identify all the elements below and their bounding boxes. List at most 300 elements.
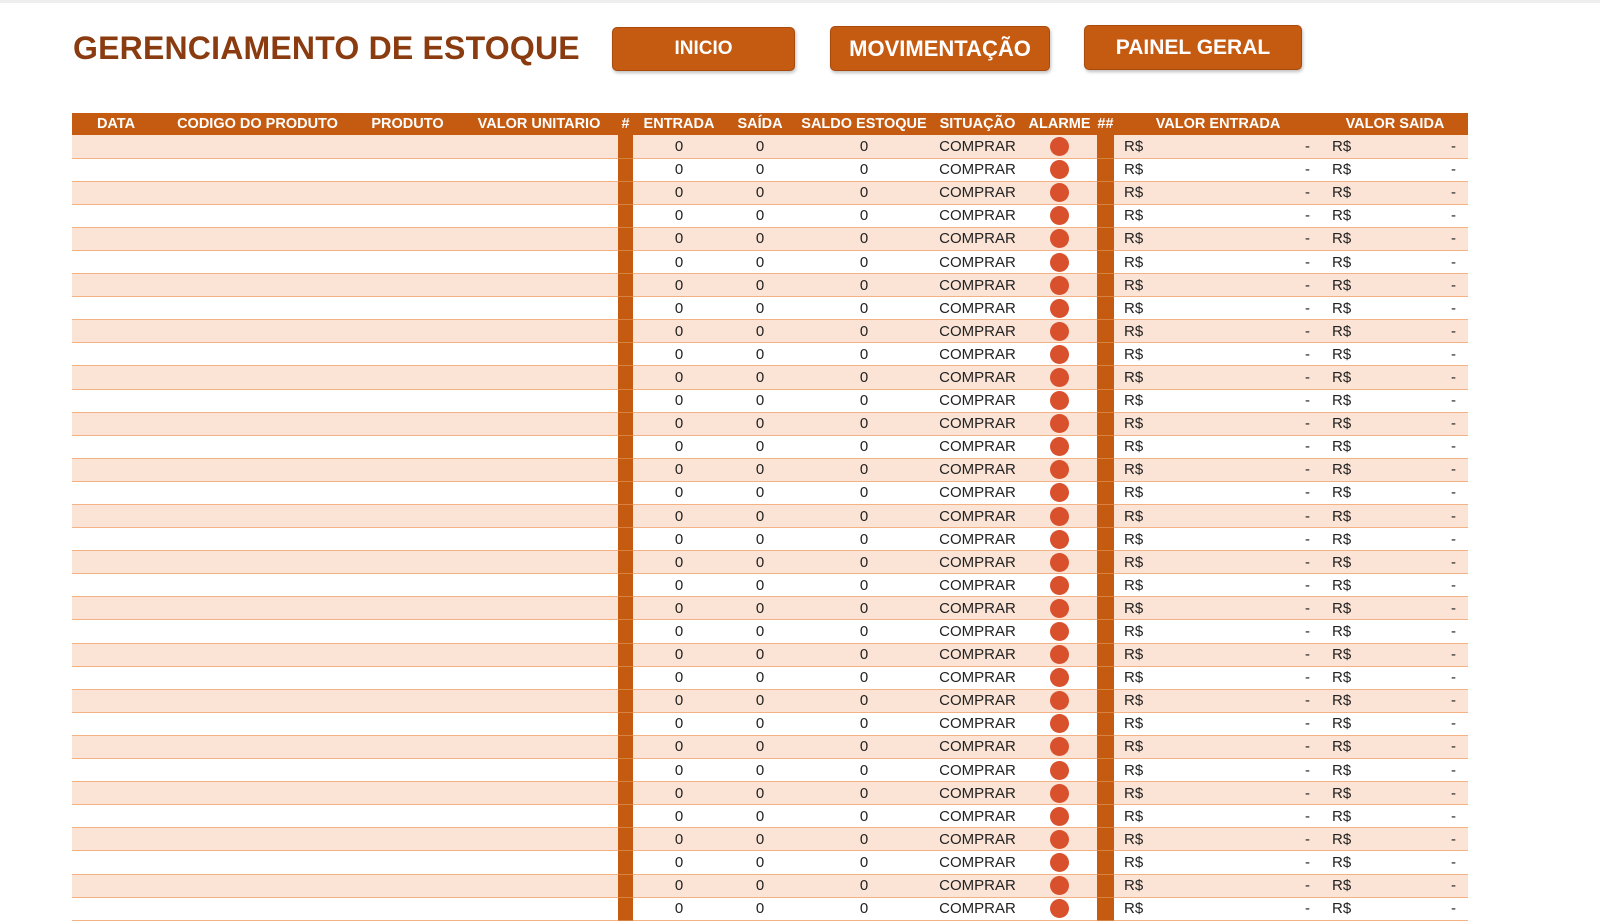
cell-situacao[interactable]: COMPRAR: [933, 389, 1022, 412]
cell-produto[interactable]: [355, 735, 460, 758]
cell-valor-unitario[interactable]: [460, 712, 618, 735]
cell-valor-entrada[interactable]: [1114, 828, 1322, 851]
cell-alarme[interactable]: [1022, 574, 1097, 597]
cell-produto[interactable]: [355, 897, 460, 920]
cell-codigo[interactable]: [160, 551, 355, 574]
cell-saldo[interactable]: 0: [795, 551, 933, 574]
cell-alarme[interactable]: [1022, 528, 1097, 551]
cell-codigo[interactable]: [160, 805, 355, 828]
cell-data[interactable]: [72, 689, 160, 712]
cell-saida[interactable]: 0: [725, 458, 795, 481]
cell-alarme[interactable]: [1022, 759, 1097, 782]
cell-situacao[interactable]: COMPRAR: [933, 735, 1022, 758]
cell-codigo[interactable]: [160, 158, 355, 181]
cell-alarme[interactable]: [1022, 135, 1097, 158]
cell-data[interactable]: [72, 897, 160, 920]
cell-entrada[interactable]: 0: [633, 274, 725, 297]
cell-saldo[interactable]: 0: [795, 320, 933, 343]
cell-valor-saida[interactable]: [1322, 689, 1468, 712]
movimentacao-button[interactable]: MOVIMENTAÇÃO: [830, 26, 1050, 71]
column-header-valor-saida[interactable]: VALOR SAIDA: [1322, 113, 1468, 135]
cell-saldo[interactable]: 0: [795, 828, 933, 851]
cell-codigo[interactable]: [160, 389, 355, 412]
cell-codigo[interactable]: [160, 274, 355, 297]
cell-produto[interactable]: [355, 851, 460, 874]
cell-valor-unitario[interactable]: [460, 297, 618, 320]
cell-data[interactable]: [72, 297, 160, 320]
cell-valor-entrada[interactable]: [1114, 782, 1322, 805]
cell-saida[interactable]: 0: [725, 135, 795, 158]
cell-saida[interactable]: 0: [725, 897, 795, 920]
cell-saldo[interactable]: 0: [795, 135, 933, 158]
cell-valor-entrada[interactable]: [1114, 712, 1322, 735]
cell-situacao[interactable]: COMPRAR: [933, 782, 1022, 805]
cell-codigo[interactable]: [160, 689, 355, 712]
cell-valor-entrada[interactable]: [1114, 851, 1322, 874]
cell-alarme[interactable]: [1022, 274, 1097, 297]
cell-situacao[interactable]: COMPRAR: [933, 181, 1022, 204]
cell-produto[interactable]: [355, 343, 460, 366]
cell-valor-saida[interactable]: [1322, 666, 1468, 689]
cell-valor-saida[interactable]: [1322, 458, 1468, 481]
cell-entrada[interactable]: 0: [633, 689, 725, 712]
cell-produto[interactable]: [355, 805, 460, 828]
cell-alarme[interactable]: [1022, 458, 1097, 481]
cell-valor-saida[interactable]: [1322, 227, 1468, 250]
cell-data[interactable]: [72, 320, 160, 343]
cell-saida[interactable]: 0: [725, 505, 795, 528]
cell-saldo[interactable]: 0: [795, 158, 933, 181]
cell-produto[interactable]: [355, 528, 460, 551]
cell-valor-saida[interactable]: [1322, 204, 1468, 227]
cell-valor-saida[interactable]: [1322, 851, 1468, 874]
cell-alarme[interactable]: [1022, 481, 1097, 504]
cell-valor-unitario[interactable]: [460, 320, 618, 343]
cell-entrada[interactable]: 0: [633, 297, 725, 320]
cell-situacao[interactable]: COMPRAR: [933, 828, 1022, 851]
cell-valor-saida[interactable]: [1322, 274, 1468, 297]
cell-saida[interactable]: 0: [725, 620, 795, 643]
cell-entrada[interactable]: 0: [633, 412, 725, 435]
cell-situacao[interactable]: COMPRAR: [933, 250, 1022, 273]
cell-alarme[interactable]: [1022, 250, 1097, 273]
column-header-separator-2[interactable]: ##: [1097, 113, 1114, 135]
cell-saida[interactable]: 0: [725, 158, 795, 181]
cell-saida[interactable]: 0: [725, 735, 795, 758]
cell-situacao[interactable]: COMPRAR: [933, 274, 1022, 297]
cell-valor-saida[interactable]: [1322, 782, 1468, 805]
cell-saldo[interactable]: 0: [795, 666, 933, 689]
cell-alarme[interactable]: [1022, 828, 1097, 851]
column-header-valor-unitario[interactable]: VALOR UNITARIO: [460, 113, 618, 135]
cell-valor-entrada[interactable]: [1114, 250, 1322, 273]
cell-situacao[interactable]: COMPRAR: [933, 158, 1022, 181]
cell-saldo[interactable]: 0: [795, 505, 933, 528]
cell-saida[interactable]: 0: [725, 643, 795, 666]
cell-saida[interactable]: 0: [725, 828, 795, 851]
cell-saldo[interactable]: 0: [795, 389, 933, 412]
column-header-valor-entrada[interactable]: VALOR ENTRADA: [1114, 113, 1322, 135]
cell-valor-saida[interactable]: [1322, 805, 1468, 828]
cell-alarme[interactable]: [1022, 897, 1097, 920]
cell-saldo[interactable]: 0: [795, 528, 933, 551]
cell-data[interactable]: [72, 505, 160, 528]
cell-saldo[interactable]: 0: [795, 574, 933, 597]
cell-valor-unitario[interactable]: [460, 620, 618, 643]
cell-valor-saida[interactable]: [1322, 389, 1468, 412]
cell-valor-saida[interactable]: [1322, 897, 1468, 920]
cell-codigo[interactable]: [160, 435, 355, 458]
cell-saldo[interactable]: 0: [795, 366, 933, 389]
cell-entrada[interactable]: 0: [633, 227, 725, 250]
cell-data[interactable]: [72, 551, 160, 574]
cell-valor-unitario[interactable]: [460, 851, 618, 874]
cell-valor-unitario[interactable]: [460, 551, 618, 574]
cell-data[interactable]: [72, 135, 160, 158]
cell-valor-unitario[interactable]: [460, 343, 618, 366]
cell-valor-entrada[interactable]: [1114, 158, 1322, 181]
cell-codigo[interactable]: [160, 135, 355, 158]
cell-entrada[interactable]: 0: [633, 643, 725, 666]
cell-codigo[interactable]: [160, 735, 355, 758]
cell-situacao[interactable]: COMPRAR: [933, 528, 1022, 551]
cell-codigo[interactable]: [160, 343, 355, 366]
cell-saldo[interactable]: 0: [795, 643, 933, 666]
cell-saldo[interactable]: 0: [795, 759, 933, 782]
cell-valor-saida[interactable]: [1322, 320, 1468, 343]
cell-alarme[interactable]: [1022, 204, 1097, 227]
cell-valor-unitario[interactable]: [460, 805, 618, 828]
cell-situacao[interactable]: COMPRAR: [933, 805, 1022, 828]
cell-produto[interactable]: [355, 689, 460, 712]
cell-valor-entrada[interactable]: [1114, 759, 1322, 782]
column-header-situacao[interactable]: SITUAÇÃO: [933, 113, 1022, 135]
cell-valor-entrada[interactable]: [1114, 320, 1322, 343]
cell-saida[interactable]: 0: [725, 297, 795, 320]
cell-saida[interactable]: 0: [725, 597, 795, 620]
cell-situacao[interactable]: COMPRAR: [933, 597, 1022, 620]
cell-produto[interactable]: [355, 227, 460, 250]
cell-valor-unitario[interactable]: [460, 735, 618, 758]
cell-valor-unitario[interactable]: [460, 874, 618, 897]
cell-saida[interactable]: 0: [725, 528, 795, 551]
cell-data[interactable]: [72, 366, 160, 389]
cell-codigo[interactable]: [160, 851, 355, 874]
cell-saida[interactable]: 0: [725, 689, 795, 712]
cell-saldo[interactable]: 0: [795, 712, 933, 735]
cell-valor-saida[interactable]: [1322, 250, 1468, 273]
cell-produto[interactable]: [355, 389, 460, 412]
cell-produto[interactable]: [355, 551, 460, 574]
cell-produto[interactable]: [355, 505, 460, 528]
cell-saldo[interactable]: 0: [795, 250, 933, 273]
cell-saida[interactable]: 0: [725, 181, 795, 204]
cell-valor-entrada[interactable]: [1114, 135, 1322, 158]
cell-saida[interactable]: 0: [725, 782, 795, 805]
cell-valor-entrada[interactable]: [1114, 735, 1322, 758]
cell-situacao[interactable]: COMPRAR: [933, 366, 1022, 389]
cell-saida[interactable]: 0: [725, 874, 795, 897]
cell-saldo[interactable]: 0: [795, 181, 933, 204]
cell-valor-saida[interactable]: [1322, 712, 1468, 735]
cell-valor-saida[interactable]: [1322, 874, 1468, 897]
cell-valor-unitario[interactable]: [460, 666, 618, 689]
inicio-button[interactable]: INICIO: [612, 27, 795, 71]
cell-valor-entrada[interactable]: [1114, 343, 1322, 366]
cell-alarme[interactable]: [1022, 505, 1097, 528]
cell-entrada[interactable]: 0: [633, 481, 725, 504]
cell-entrada[interactable]: 0: [633, 366, 725, 389]
cell-valor-entrada[interactable]: [1114, 574, 1322, 597]
cell-codigo[interactable]: [160, 204, 355, 227]
column-header-saida[interactable]: SAÍDA: [725, 113, 795, 135]
cell-entrada[interactable]: 0: [633, 204, 725, 227]
cell-produto[interactable]: [355, 181, 460, 204]
cell-valor-saida[interactable]: [1322, 297, 1468, 320]
cell-alarme[interactable]: [1022, 851, 1097, 874]
cell-situacao[interactable]: COMPRAR: [933, 320, 1022, 343]
cell-valor-saida[interactable]: [1322, 574, 1468, 597]
cell-valor-unitario[interactable]: [460, 227, 618, 250]
cell-produto[interactable]: [355, 250, 460, 273]
cell-produto[interactable]: [355, 158, 460, 181]
painel-geral-button[interactable]: PAINEL GERAL: [1084, 25, 1302, 70]
cell-saida[interactable]: 0: [725, 389, 795, 412]
cell-valor-unitario[interactable]: [460, 643, 618, 666]
cell-valor-saida[interactable]: [1322, 481, 1468, 504]
cell-valor-entrada[interactable]: [1114, 227, 1322, 250]
cell-codigo[interactable]: [160, 620, 355, 643]
cell-valor-unitario[interactable]: [460, 250, 618, 273]
cell-saida[interactable]: 0: [725, 227, 795, 250]
cell-codigo[interactable]: [160, 297, 355, 320]
cell-saldo[interactable]: 0: [795, 735, 933, 758]
cell-situacao[interactable]: COMPRAR: [933, 897, 1022, 920]
cell-valor-saida[interactable]: [1322, 620, 1468, 643]
cell-data[interactable]: [72, 274, 160, 297]
cell-valor-unitario[interactable]: [460, 458, 618, 481]
cell-alarme[interactable]: [1022, 297, 1097, 320]
cell-codigo[interactable]: [160, 574, 355, 597]
cell-valor-saida[interactable]: [1322, 366, 1468, 389]
cell-situacao[interactable]: COMPRAR: [933, 666, 1022, 689]
cell-valor-entrada[interactable]: [1114, 181, 1322, 204]
cell-produto[interactable]: [355, 574, 460, 597]
cell-valor-entrada[interactable]: [1114, 412, 1322, 435]
cell-saida[interactable]: 0: [725, 250, 795, 273]
cell-situacao[interactable]: COMPRAR: [933, 643, 1022, 666]
cell-entrada[interactable]: 0: [633, 320, 725, 343]
cell-valor-saida[interactable]: [1322, 828, 1468, 851]
cell-saida[interactable]: 0: [725, 481, 795, 504]
cell-saida[interactable]: 0: [725, 343, 795, 366]
cell-saldo[interactable]: 0: [795, 597, 933, 620]
cell-data[interactable]: [72, 412, 160, 435]
cell-entrada[interactable]: 0: [633, 874, 725, 897]
cell-alarme[interactable]: [1022, 643, 1097, 666]
column-header-produto[interactable]: PRODUTO: [355, 113, 460, 135]
cell-valor-unitario[interactable]: [460, 412, 618, 435]
cell-entrada[interactable]: 0: [633, 389, 725, 412]
cell-data[interactable]: [72, 181, 160, 204]
cell-situacao[interactable]: COMPRAR: [933, 551, 1022, 574]
cell-entrada[interactable]: 0: [633, 597, 725, 620]
cell-produto[interactable]: [355, 135, 460, 158]
cell-produto[interactable]: [355, 597, 460, 620]
cell-codigo[interactable]: [160, 227, 355, 250]
cell-valor-saida[interactable]: [1322, 528, 1468, 551]
cell-codigo[interactable]: [160, 412, 355, 435]
cell-produto[interactable]: [355, 412, 460, 435]
cell-data[interactable]: [72, 759, 160, 782]
cell-produto[interactable]: [355, 481, 460, 504]
cell-entrada[interactable]: 0: [633, 712, 725, 735]
cell-entrada[interactable]: 0: [633, 851, 725, 874]
cell-valor-unitario[interactable]: [460, 505, 618, 528]
cell-saida[interactable]: 0: [725, 759, 795, 782]
cell-saida[interactable]: 0: [725, 805, 795, 828]
cell-valor-unitario[interactable]: [460, 389, 618, 412]
cell-data[interactable]: [72, 597, 160, 620]
cell-valor-saida[interactable]: [1322, 181, 1468, 204]
cell-alarme[interactable]: [1022, 181, 1097, 204]
cell-situacao[interactable]: COMPRAR: [933, 458, 1022, 481]
cell-valor-unitario[interactable]: [460, 897, 618, 920]
cell-produto[interactable]: [355, 620, 460, 643]
cell-saida[interactable]: 0: [725, 574, 795, 597]
cell-valor-unitario[interactable]: [460, 274, 618, 297]
cell-valor-entrada[interactable]: [1114, 366, 1322, 389]
cell-saldo[interactable]: 0: [795, 204, 933, 227]
cell-saida[interactable]: 0: [725, 366, 795, 389]
cell-situacao[interactable]: COMPRAR: [933, 135, 1022, 158]
cell-data[interactable]: [72, 874, 160, 897]
cell-valor-unitario[interactable]: [460, 204, 618, 227]
cell-saida[interactable]: 0: [725, 851, 795, 874]
cell-valor-entrada[interactable]: [1114, 481, 1322, 504]
cell-alarme[interactable]: [1022, 412, 1097, 435]
cell-saldo[interactable]: 0: [795, 782, 933, 805]
cell-valor-saida[interactable]: [1322, 597, 1468, 620]
cell-situacao[interactable]: COMPRAR: [933, 851, 1022, 874]
cell-saldo[interactable]: 0: [795, 805, 933, 828]
cell-valor-saida[interactable]: [1322, 643, 1468, 666]
cell-data[interactable]: [72, 643, 160, 666]
cell-data[interactable]: [72, 204, 160, 227]
cell-saida[interactable]: 0: [725, 204, 795, 227]
cell-valor-unitario[interactable]: [460, 528, 618, 551]
cell-produto[interactable]: [355, 274, 460, 297]
cell-entrada[interactable]: 0: [633, 135, 725, 158]
cell-situacao[interactable]: COMPRAR: [933, 505, 1022, 528]
cell-codigo[interactable]: [160, 828, 355, 851]
cell-codigo[interactable]: [160, 597, 355, 620]
cell-codigo[interactable]: [160, 666, 355, 689]
cell-saida[interactable]: 0: [725, 320, 795, 343]
cell-saldo[interactable]: 0: [795, 227, 933, 250]
cell-valor-entrada[interactable]: [1114, 805, 1322, 828]
cell-saldo[interactable]: 0: [795, 412, 933, 435]
cell-valor-unitario[interactable]: [460, 597, 618, 620]
cell-codigo[interactable]: [160, 250, 355, 273]
cell-data[interactable]: [72, 712, 160, 735]
cell-valor-unitario[interactable]: [460, 481, 618, 504]
cell-saldo[interactable]: 0: [795, 620, 933, 643]
cell-produto[interactable]: [355, 782, 460, 805]
cell-valor-entrada[interactable]: [1114, 874, 1322, 897]
cell-produto[interactable]: [355, 828, 460, 851]
cell-valor-unitario[interactable]: [460, 759, 618, 782]
cell-alarme[interactable]: [1022, 666, 1097, 689]
cell-data[interactable]: [72, 435, 160, 458]
cell-situacao[interactable]: COMPRAR: [933, 481, 1022, 504]
cell-entrada[interactable]: 0: [633, 620, 725, 643]
cell-alarme[interactable]: [1022, 343, 1097, 366]
cell-situacao[interactable]: COMPRAR: [933, 435, 1022, 458]
cell-alarme[interactable]: [1022, 620, 1097, 643]
cell-alarme[interactable]: [1022, 158, 1097, 181]
cell-valor-saida[interactable]: [1322, 759, 1468, 782]
cell-data[interactable]: [72, 574, 160, 597]
cell-codigo[interactable]: [160, 897, 355, 920]
cell-saldo[interactable]: 0: [795, 851, 933, 874]
cell-situacao[interactable]: COMPRAR: [933, 297, 1022, 320]
cell-valor-saida[interactable]: [1322, 505, 1468, 528]
cell-valor-entrada[interactable]: [1114, 505, 1322, 528]
cell-valor-saida[interactable]: [1322, 343, 1468, 366]
column-header-separator[interactable]: #: [618, 113, 633, 135]
cell-entrada[interactable]: 0: [633, 458, 725, 481]
cell-alarme[interactable]: [1022, 782, 1097, 805]
cell-codigo[interactable]: [160, 759, 355, 782]
cell-data[interactable]: [72, 528, 160, 551]
cell-codigo[interactable]: [160, 181, 355, 204]
cell-saida[interactable]: 0: [725, 551, 795, 574]
cell-alarme[interactable]: [1022, 366, 1097, 389]
cell-produto[interactable]: [355, 666, 460, 689]
cell-saldo[interactable]: 0: [795, 343, 933, 366]
cell-valor-entrada[interactable]: [1114, 297, 1322, 320]
cell-data[interactable]: [72, 735, 160, 758]
cell-data[interactable]: [72, 158, 160, 181]
cell-data[interactable]: [72, 828, 160, 851]
cell-situacao[interactable]: COMPRAR: [933, 574, 1022, 597]
cell-valor-saida[interactable]: [1322, 551, 1468, 574]
cell-saldo[interactable]: 0: [795, 874, 933, 897]
cell-saldo[interactable]: 0: [795, 435, 933, 458]
cell-entrada[interactable]: 0: [633, 343, 725, 366]
cell-codigo[interactable]: [160, 874, 355, 897]
cell-produto[interactable]: [355, 204, 460, 227]
cell-data[interactable]: [72, 389, 160, 412]
cell-produto[interactable]: [355, 435, 460, 458]
cell-valor-unitario[interactable]: [460, 181, 618, 204]
cell-valor-saida[interactable]: [1322, 735, 1468, 758]
cell-data[interactable]: [72, 227, 160, 250]
cell-saldo[interactable]: 0: [795, 274, 933, 297]
cell-valor-entrada[interactable]: [1114, 274, 1322, 297]
cell-alarme[interactable]: [1022, 227, 1097, 250]
cell-alarme[interactable]: [1022, 712, 1097, 735]
cell-valor-entrada[interactable]: [1114, 528, 1322, 551]
cell-alarme[interactable]: [1022, 320, 1097, 343]
cell-situacao[interactable]: COMPRAR: [933, 343, 1022, 366]
cell-valor-saida[interactable]: [1322, 158, 1468, 181]
cell-valor-entrada[interactable]: [1114, 597, 1322, 620]
cell-codigo[interactable]: [160, 782, 355, 805]
column-header-data[interactable]: DATA: [72, 113, 160, 135]
cell-valor-entrada[interactable]: [1114, 620, 1322, 643]
